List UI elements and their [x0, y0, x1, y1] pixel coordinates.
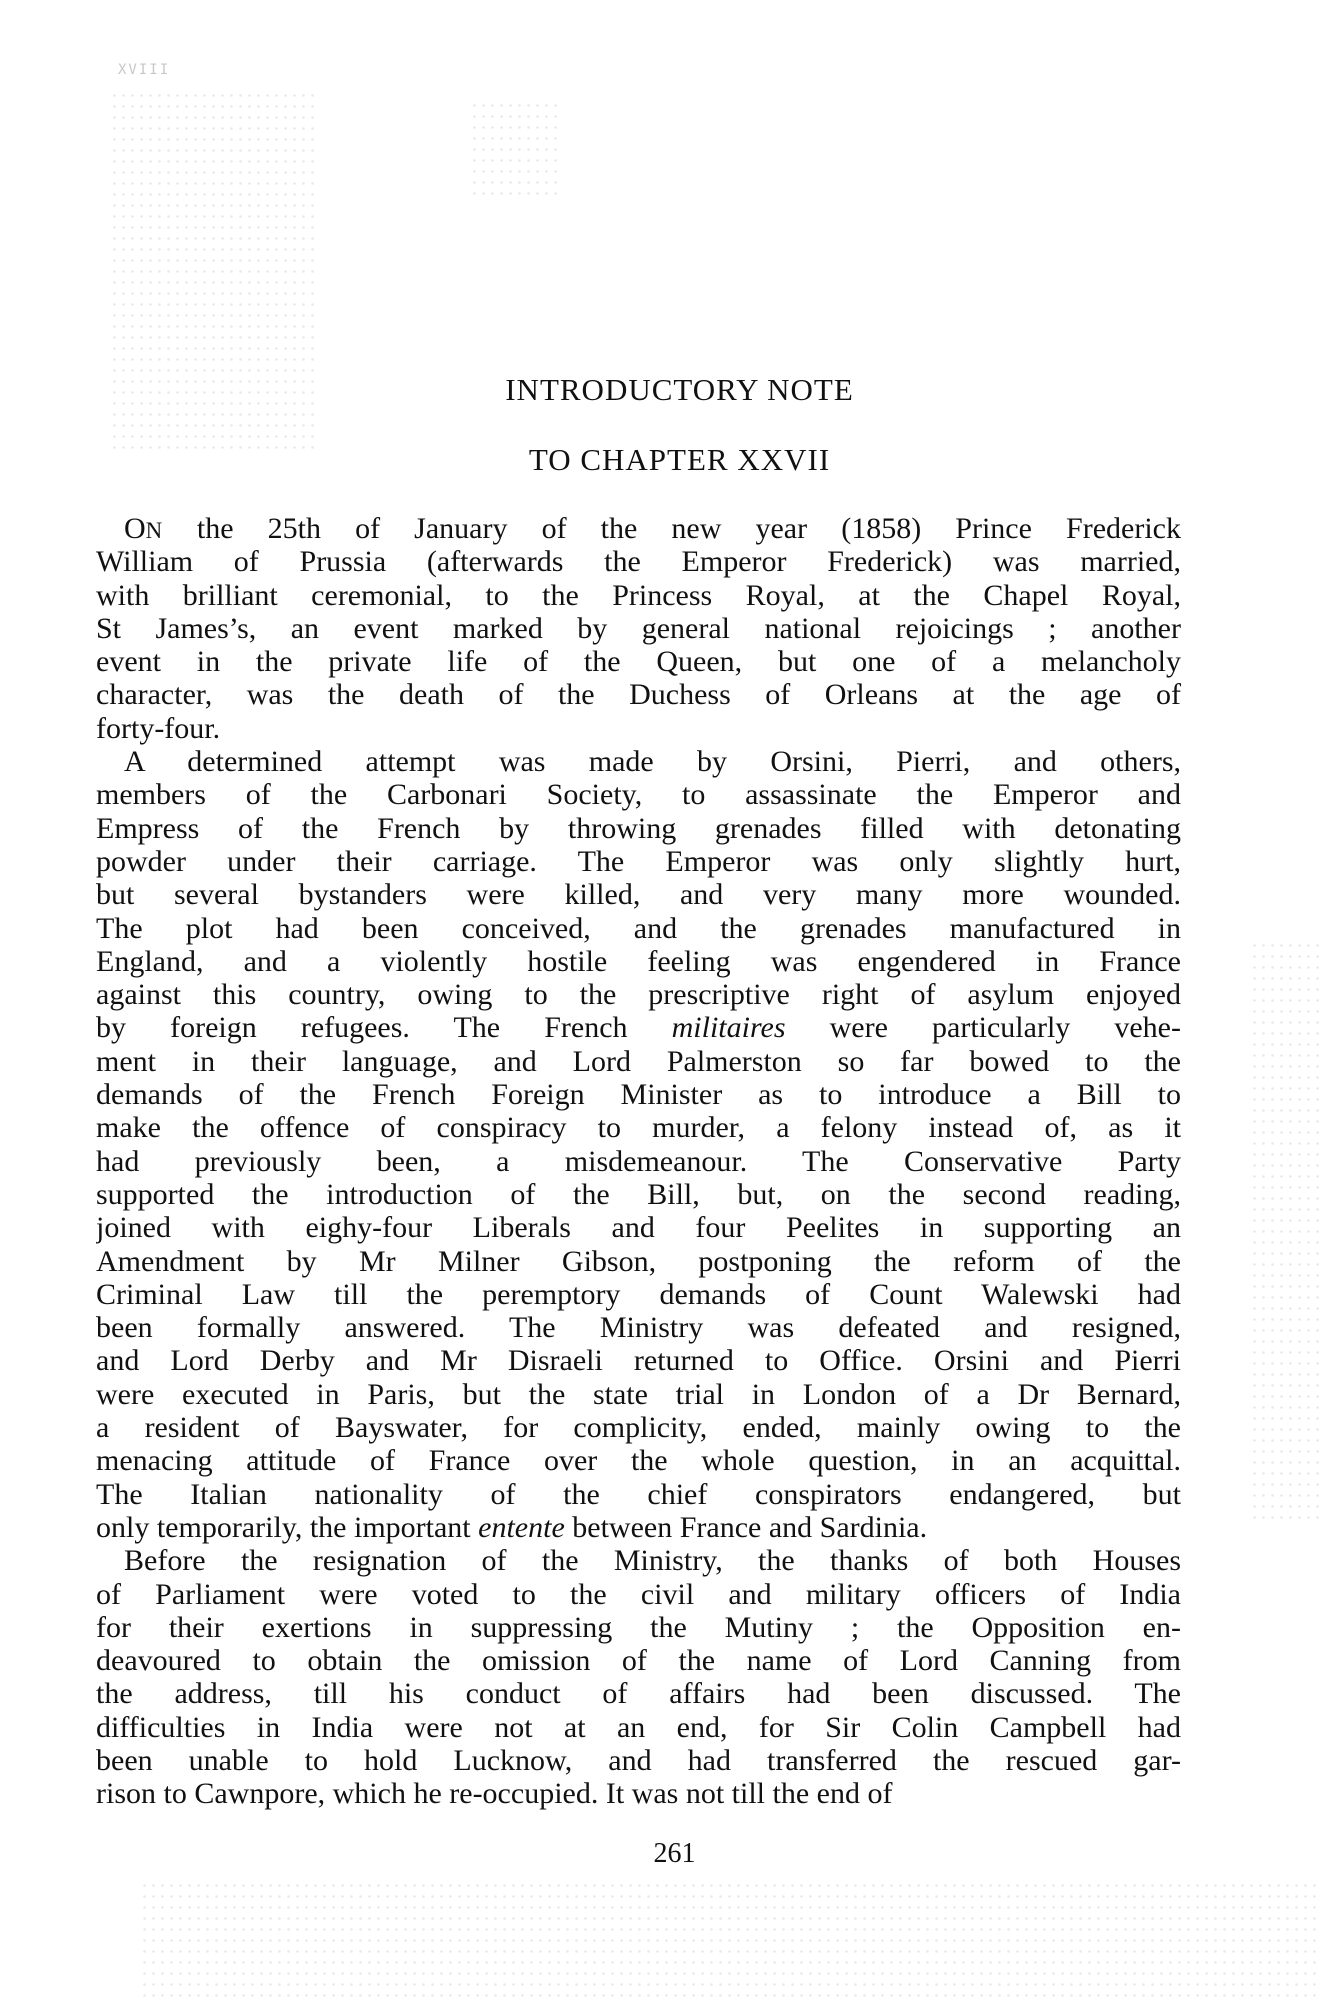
text-line: A determined attempt was made by Orsini, Pierri, and others,: [124, 745, 1181, 779]
drop-lead-letter: O: [124, 512, 146, 545]
text-line: supported the introduction of the Bill, but, on the second reading,: [96, 1177, 1181, 1211]
page-subtitle: TO CHAPTER XXVII: [528, 442, 831, 477]
text-line: The Italian nationality of the chief conspirators endangered, but: [96, 1477, 1181, 1511]
text-line: William of Prussia (afterwards the Emperor Frederick) was married,: [96, 545, 1181, 579]
text-line: event in the private life of the Queen, but one of a melancholy: [96, 645, 1181, 679]
text-line: had previously been, a misdemeanour. The Conservative Party: [96, 1144, 1181, 1178]
text-line: forty-four.: [96, 711, 221, 745]
page-number: 261: [653, 1838, 696, 1869]
text-line: joined with eighy-four Liberals and four Peelites in supporting an: [96, 1211, 1181, 1245]
scan-speckle: [1250, 940, 1320, 1520]
small-caps-lead: N: [145, 518, 163, 543]
text-line: ment in their language, and Lord Palmerston so far bowed to the: [96, 1044, 1181, 1078]
text-line: Criminal Law till the peremptory demands of Count Walewski had: [96, 1277, 1181, 1311]
text-line: been unable to hold Lucknow, and had transferred the rescued gar-: [96, 1743, 1181, 1777]
page-title: INTRODUCTORY NOTE: [505, 372, 854, 407]
text-line: been formally answered. The Ministry was defeated and resigned,: [96, 1311, 1181, 1345]
text-line: and Lord Derby and Mr Disraeli returned to Office. Orsini and Pierri: [96, 1344, 1181, 1378]
text-line: members of the Carbonari Society, to assassinate the Emperor and: [96, 778, 1181, 812]
text-line: were executed in Paris, but the state trial in London of a Dr Bernard,: [96, 1377, 1181, 1411]
text-line: of Parliament were voted to the civil and military officers of India: [96, 1577, 1181, 1611]
italic-term: militaires: [671, 1011, 786, 1045]
text-line: deavoured to obtain the omission of the name of Lord Canning from: [96, 1644, 1181, 1678]
text-line: only temporarily, the important entente between France and Sardinia.: [96, 1510, 928, 1544]
text-line: England, and a violently hostile feeling was engendered in France: [96, 944, 1181, 978]
text-line: but several bystanders were killed, and very many more wounded.: [96, 878, 1181, 912]
text-line: the address, till his conduct of affairs had been discussed. The: [96, 1677, 1181, 1711]
text-line: The plot had been conceived, and the grenades manufactured in: [96, 911, 1181, 945]
text-line: ON the 25th of January of the new year (1858) Prince Frederick: [124, 512, 1181, 545]
text-line: demands of the French Foreign Minister as to introduce a Bill to: [96, 1078, 1181, 1112]
text-line: Empress of the French by throwing grenades filled with detonating: [96, 811, 1181, 845]
text-line: character, was the death of the Duchess of Orleans at the age of: [96, 678, 1181, 712]
bleed-through-artifact: XVIII: [118, 62, 171, 78]
text-line: with brilliant ceremonial, to the Princess Royal, at the Chapel Royal,: [96, 578, 1181, 612]
text-line: Before the resignation of the Ministry, the thanks of both Houses: [124, 1544, 1181, 1578]
text-line: rison to Cawnpore, which he re-occupied. It was not till the end of: [96, 1777, 893, 1811]
text-line: by foreign refugees. The French militaires were particularly vehe-: [96, 1011, 1181, 1045]
text-line: for their exertions in suppressing the Mutiny ; the Opposition en-: [96, 1610, 1181, 1644]
text-line: difficulties in India were not at an end, for Sir Colin Campbell had: [96, 1710, 1181, 1744]
body-text: [96, 512, 1181, 1811]
text-line: a resident of Bayswater, for complicity, ended, mainly owing to the: [96, 1411, 1181, 1445]
text-line: Amendment by Mr Milner Gibson, postponing the reform of the: [96, 1244, 1181, 1278]
italic-term: entente: [478, 1510, 565, 1544]
scan-speckle: [470, 100, 560, 200]
scan-speckle: [140, 1880, 1320, 2000]
text-line: against this country, owing to the prescriptive right of asylum enjoyed: [96, 978, 1181, 1012]
text-line: St James’s, an event marked by general national rejoicings ; another: [96, 611, 1181, 645]
text-line: make the offence of conspiracy to murder, a felony instead of, as it: [96, 1111, 1181, 1145]
text-line: menacing attitude of France over the whole question, in an acquittal.: [96, 1444, 1181, 1478]
text-line: powder under their carriage. The Emperor was only slightly hurt,: [96, 844, 1181, 878]
